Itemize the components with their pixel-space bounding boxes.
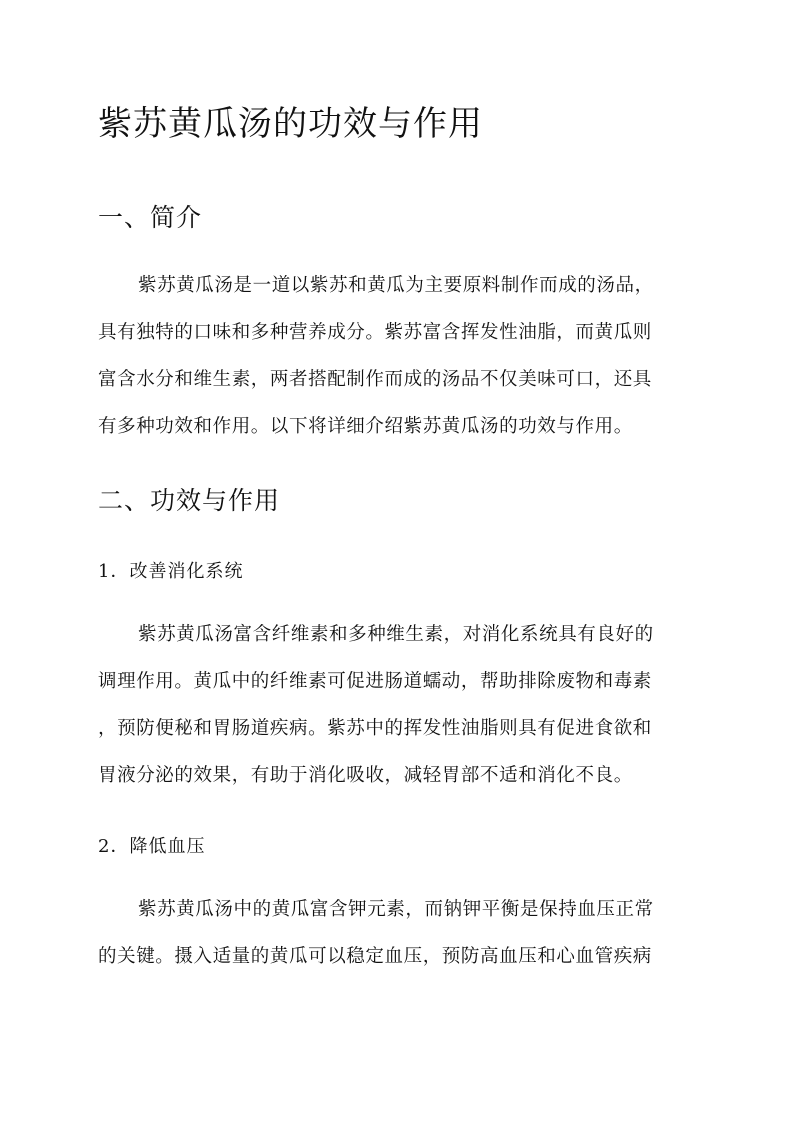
paragraph-line: ，预防便秘和胃肠道疾病。紫苏中的挥发性油脂则具有促进食欲和: [98, 718, 652, 739]
paragraph-line: 紫苏黄瓜汤富含纤维素和多种维生素，对消化系统具有良好的: [138, 624, 654, 645]
digestion-paragraph: [98, 611, 718, 799]
paragraph-line: 紫苏黄瓜汤是一道以紫苏和黄瓜为主要原料制作而成的汤品，: [138, 275, 654, 296]
subsection-heading-blood-pressure: 2．降低血压: [98, 836, 206, 857]
paragraph-line: 的关键。摄入适量的黄瓜可以稳定血压，预防高血压和心血管疾病: [98, 946, 652, 967]
section-heading-intro: 一、简介: [98, 203, 203, 232]
subsection-heading-digestion: 1．改善消化系统: [98, 561, 244, 582]
paragraph-line: 调理作用。黄瓜中的纤维素可促进肠道蠕动，帮助排除废物和毒素: [98, 671, 652, 692]
intro-paragraph: [98, 262, 718, 450]
paragraph-line: 具有独特的口味和多种营养成分。紫苏富含挥发性油脂，而黄瓜则: [98, 322, 652, 343]
paragraph-line: 紫苏黄瓜汤中的黄瓜富含钾元素，而钠钾平衡是保持血压正常: [138, 899, 654, 920]
paragraph-line: 有多种功效和作用。以下将详细介绍紫苏黄瓜汤的功效与作用。: [98, 416, 633, 437]
paragraph-line: 富含水分和维生素，两者搭配制作而成的汤品不仅美味可口，还具: [98, 369, 652, 390]
blood-pressure-paragraph: [98, 886, 718, 980]
section-heading-effects: 二、功效与作用: [98, 486, 281, 515]
document-title: 紫苏黄瓜汤的功效与作用: [98, 104, 483, 144]
paragraph-line: 胃液分泌的效果，有助于消化吸收，减轻胃部不适和消化不良。: [98, 765, 633, 786]
